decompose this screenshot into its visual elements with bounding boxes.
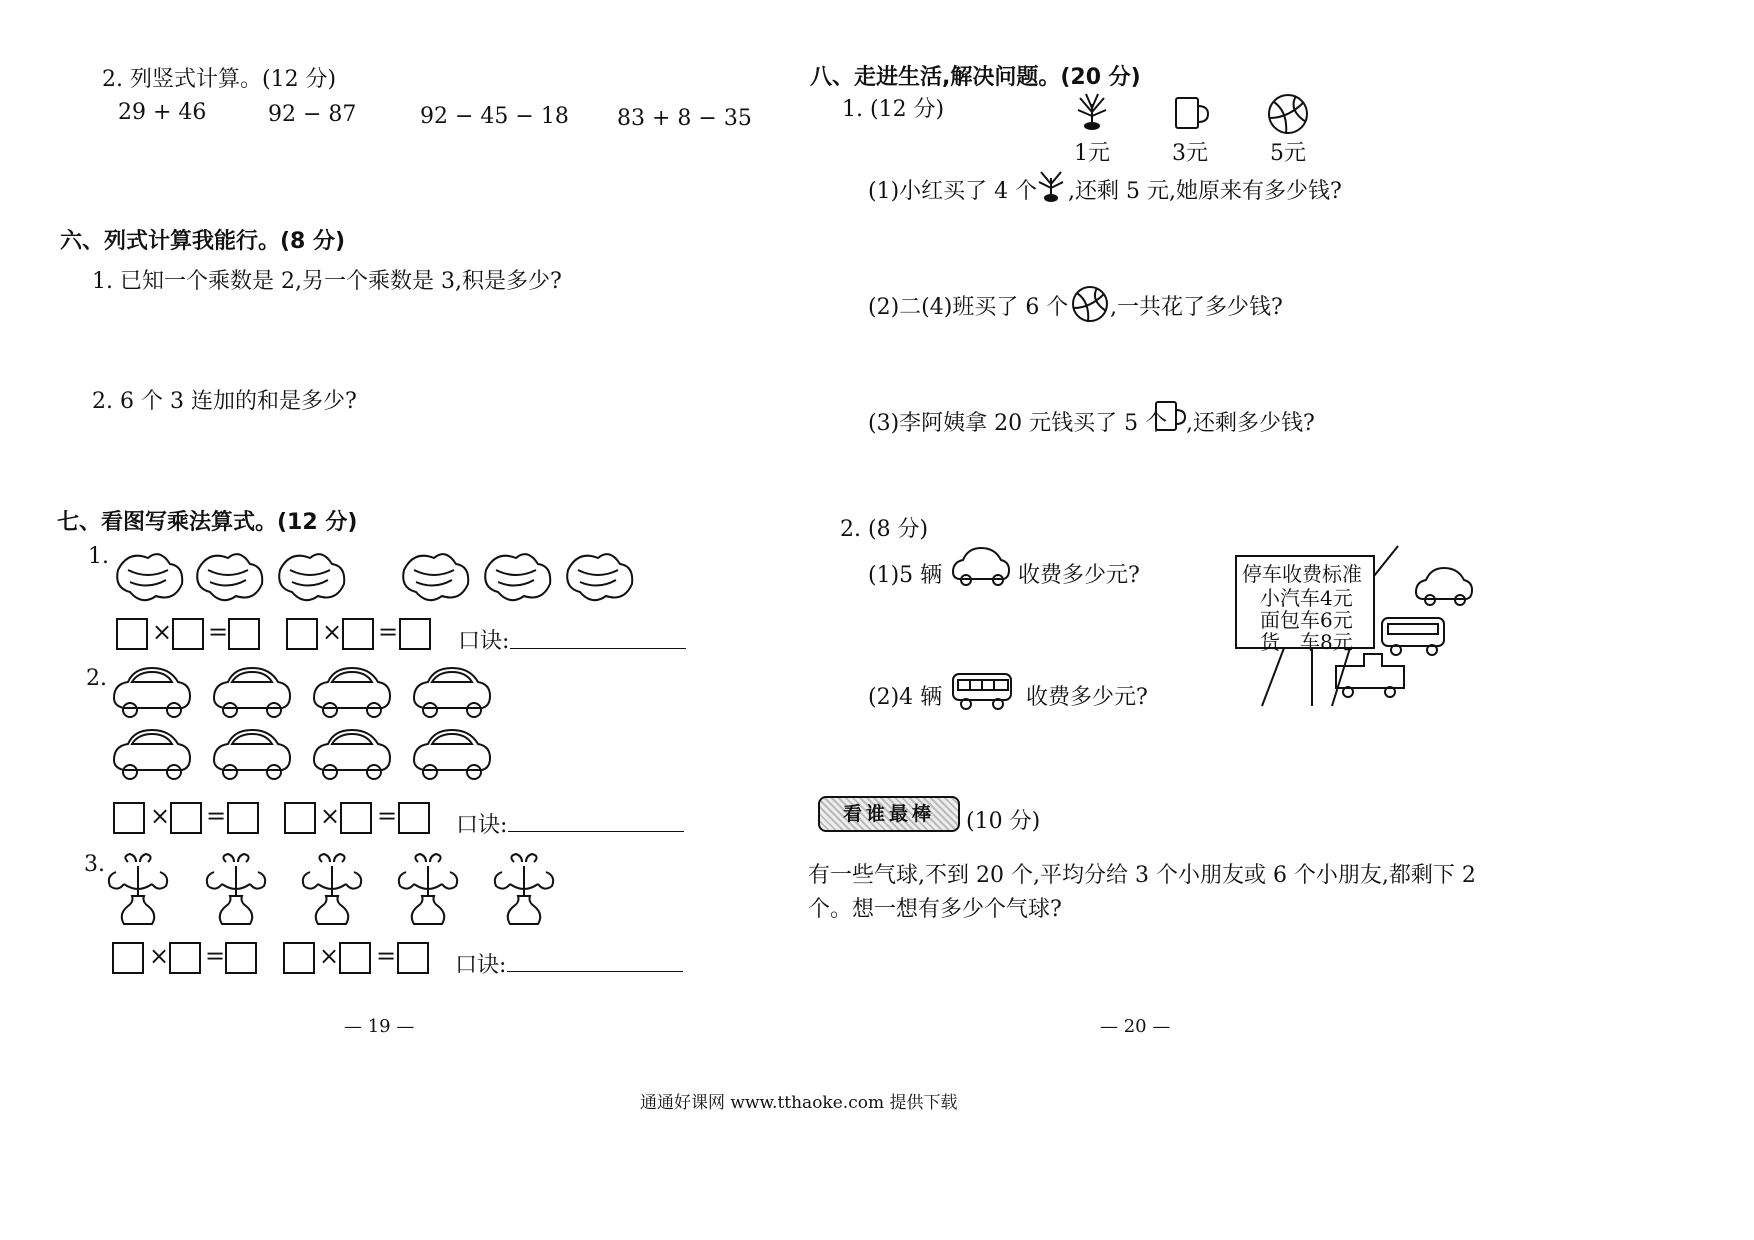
equals-sign: =	[376, 942, 397, 970]
section5-q2-title: 2. 列竖式计算。(12 分)	[102, 67, 337, 92]
q1a-text-pre: (1)小红买了 4 个	[868, 179, 1038, 204]
price-plant: 1元	[1074, 141, 1110, 166]
sign-line-van: 面包车6元	[1260, 608, 1353, 632]
koujue-label: 口诀:	[455, 953, 507, 978]
koujue-label: 口诀:	[456, 813, 508, 838]
section6-q2: 2. 6 个 3 连加的和是多少?	[92, 389, 357, 414]
koujue-answer-line[interactable]	[507, 971, 683, 972]
car-group-icons	[110, 664, 490, 784]
section7-title: 七、看图写乘法算式。(12 分)	[57, 510, 358, 535]
equals-sign: =	[206, 802, 227, 830]
challenge-line1: 有一些气球,不到 20 个,平均分给 3 个小朋友或 6 个小朋友,都剩下 2	[808, 863, 1476, 888]
cup-icon	[1154, 400, 1190, 436]
q2b-text-post: 收费多少元?	[1026, 685, 1148, 710]
equals-sign: =	[205, 942, 226, 970]
s7-item3-number: 3.	[84, 852, 105, 877]
s7-item2-number: 2.	[86, 666, 107, 691]
plant-icon	[1072, 92, 1112, 132]
answer-box[interactable]	[283, 942, 315, 974]
ball-icon	[1266, 92, 1310, 136]
answer-box[interactable]	[112, 942, 144, 974]
answer-box[interactable]	[116, 618, 148, 650]
sign-line-car: 小汽车4元	[1260, 586, 1353, 610]
q1b-text-post: ,一共花了多少钱?	[1110, 295, 1283, 320]
answer-box[interactable]	[340, 802, 372, 834]
challenge-line2: 个。想一想有多少个气球?	[808, 897, 1062, 922]
answer-box[interactable]	[169, 942, 201, 974]
koujue-label: 口诀:	[458, 629, 510, 654]
times-sign: ×	[149, 942, 170, 970]
s7-item1-number: 1.	[88, 544, 109, 569]
answer-box[interactable]	[225, 942, 257, 974]
page-number-left: — 19 —	[344, 1016, 415, 1037]
expr-3: 92 − 45 − 18	[420, 104, 569, 129]
equals-sign: =	[378, 618, 399, 646]
answer-box[interactable]	[227, 802, 259, 834]
sign-title: 停车收费标准	[1242, 562, 1362, 586]
answer-box[interactable]	[286, 618, 318, 650]
answer-box[interactable]	[113, 802, 145, 834]
ball-icon	[1070, 284, 1110, 324]
q2b-text-pre: (2)4 辆	[868, 685, 943, 710]
answer-box[interactable]	[339, 942, 371, 974]
page-number-right: — 20 —	[1100, 1016, 1171, 1037]
section6-q1: 1. 已知一个乘数是 2,另一个乘数是 3,积是多少?	[92, 269, 562, 294]
plant-icon	[1034, 166, 1068, 206]
q1a-text-post: ,还剩 5 元,她原来有多少钱?	[1068, 179, 1342, 204]
van-icon	[950, 670, 1016, 712]
equals-sign: =	[208, 618, 229, 646]
times-sign: ×	[320, 802, 341, 830]
q1b-text-pre: (2)二(4)班买了 6 个	[868, 295, 1069, 320]
candy-group-icons	[110, 540, 650, 610]
flower-vase-icons	[104, 850, 584, 930]
answer-box[interactable]	[172, 618, 204, 650]
expr-4: 83 + 8 − 35	[617, 106, 752, 131]
answer-box[interactable]	[397, 942, 429, 974]
q2a-text-pre: (1)5 辆	[868, 563, 943, 588]
section8-q2-label: 2. (8 分)	[840, 517, 929, 542]
answer-box[interactable]	[284, 802, 316, 834]
expr-1: 29 + 46	[118, 100, 207, 125]
price-cup: 3元	[1172, 141, 1208, 166]
equals-sign: =	[377, 802, 398, 830]
q2a-text-post: 收费多少元?	[1018, 563, 1140, 588]
car-icon	[950, 544, 1010, 588]
sign-line-truck: 货 车8元	[1260, 630, 1353, 654]
times-sign: ×	[150, 802, 171, 830]
section6-title: 六、列式计算我能行。(8 分)	[60, 229, 346, 254]
expr-2: 92 − 87	[268, 102, 357, 127]
answer-box[interactable]	[398, 802, 430, 834]
koujue-answer-line[interactable]	[508, 831, 684, 832]
times-sign: ×	[319, 942, 340, 970]
q1c-text-post: ,还剩多少钱?	[1186, 411, 1315, 436]
challenge-score: (10 分)	[966, 809, 1041, 834]
answer-box[interactable]	[170, 802, 202, 834]
section8-q1-label: 1. (12 分)	[842, 97, 945, 122]
q1c-text-pre: (3)李阿姨拿 20 元钱买了 5 个	[868, 411, 1168, 436]
cup-icon	[1172, 94, 1212, 134]
section8-title: 八、走进生活,解决问题。(20 分)	[810, 65, 1141, 90]
price-ball: 5元	[1270, 141, 1306, 166]
challenge-badge: 看谁最棒	[818, 796, 960, 832]
answer-box[interactable]	[342, 618, 374, 650]
times-sign: ×	[322, 618, 343, 646]
answer-box[interactable]	[399, 618, 431, 650]
footer-credit: 通通好课网 www.tthaoke.com 提供下载	[640, 1093, 958, 1113]
times-sign: ×	[152, 618, 173, 646]
koujue-answer-line[interactable]	[510, 648, 686, 649]
answer-box[interactable]	[228, 618, 260, 650]
